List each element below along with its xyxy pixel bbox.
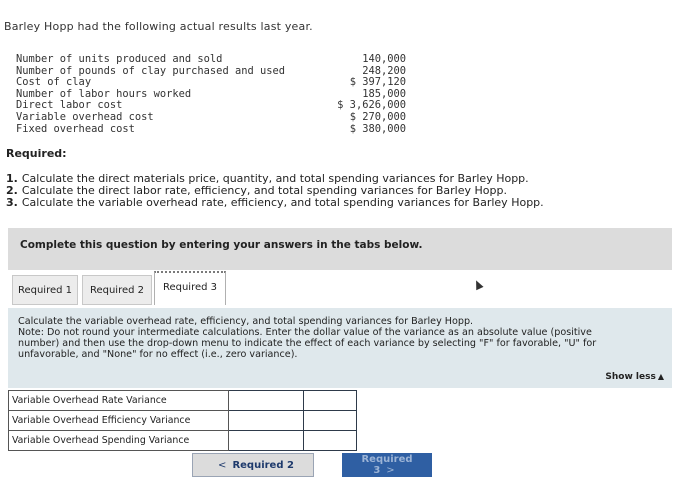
answer-table: [8, 390, 357, 451]
spending-variance-amount-input[interactable]: [229, 432, 303, 451]
fact-label: Number of units produced and sold: [16, 53, 223, 65]
next-tab-label: Required 3: [361, 454, 413, 476]
required-item-number: 3.: [6, 196, 18, 209]
triangle-up-icon: ▲: [657, 372, 664, 381]
next-tab-button[interactable]: [342, 453, 432, 477]
fact-row: [16, 54, 406, 66]
table-row: [9, 391, 357, 411]
fact-label: Number of labor hours worked: [16, 87, 192, 100]
fact-label: Variable overhead cost: [16, 110, 154, 123]
required-item-text: Calculate the direct materials price, quantity, and total spending variances for Barley Hopp.: [21, 172, 529, 185]
fact-row: [16, 112, 406, 124]
instructions-line-1: Calculate the variable overhead rate, efficiency, and total spending variances for Barley Hopp.: [18, 316, 474, 327]
show-less-label: Show less: [605, 372, 656, 382]
efficiency-variance-amount-input[interactable]: [229, 412, 303, 431]
fact-value: 140,000: [362, 53, 406, 65]
tab-required-1[interactable]: Required 1: [12, 275, 78, 305]
fact-value: $ 380,000: [349, 122, 406, 135]
rate-variance-effect-dropdown[interactable]: [304, 392, 356, 411]
table-row: [9, 411, 357, 431]
mouse-cursor-icon: [472, 279, 483, 291]
required-item-text: Calculate the variable overhead rate, efficiency, and total spending variances for Barley Hopp.: [21, 196, 544, 209]
instructions-note: Note: Do not round your intermediate calculations. Enter the dollar value of the variance as an absolute value (positive number) and then use the drop-down menu to indicate the effect of each variance by selecting "F" for favorable, "U" for unfavorable, and "None" for no effect (i.e., zero variance).: [18, 327, 597, 360]
fact-label: Cost of clay: [16, 76, 92, 89]
variance-label: Variable Overhead Efficiency Variance: [9, 411, 229, 431]
show-less-toggle[interactable]: [605, 372, 664, 382]
efficiency-variance-effect-dropdown[interactable]: [304, 412, 356, 431]
fact-value: $ 270,000: [349, 110, 406, 123]
required-item-number: 2.: [6, 184, 18, 197]
instructions-banner: [8, 228, 672, 270]
fact-label: Number of pounds of clay purchased and used: [16, 64, 285, 77]
fact-value: $ 3,626,000: [337, 99, 406, 112]
instructions-text: [18, 316, 618, 360]
tab-required-3[interactable]: Required 3: [154, 271, 226, 305]
variance-label: Variable Overhead Spending Variance: [9, 431, 229, 451]
variance-label: Variable Overhead Rate Variance: [9, 391, 229, 411]
required-item: [6, 197, 544, 209]
tab-required-2[interactable]: Required 2: [82, 275, 152, 305]
problem-intro: Barley Hopp had the following actual results last year.: [4, 20, 313, 33]
fact-value: $ 397,120: [349, 76, 406, 89]
chevron-left-icon: <: [218, 459, 227, 471]
fact-label: Fixed overhead cost: [16, 122, 135, 135]
required-list: [6, 173, 544, 209]
table-row: [9, 431, 357, 451]
banner-text: Complete this question by entering your answers in the tabs below.: [20, 239, 423, 251]
fact-value: 248,200: [362, 64, 406, 77]
fact-row: [16, 124, 406, 136]
fact-value: 185,000: [362, 87, 406, 100]
prev-tab-label: Required 2: [232, 459, 294, 471]
prev-tab-button[interactable]: [192, 453, 314, 477]
spending-variance-effect-dropdown[interactable]: [304, 432, 356, 451]
required-heading: Required:: [6, 147, 67, 160]
facts-table: [16, 54, 406, 135]
rate-variance-amount-input[interactable]: [229, 392, 303, 411]
required-item-number: 1.: [6, 172, 18, 185]
chevron-right-icon: >: [386, 465, 395, 476]
fact-label: Direct labor cost: [16, 99, 123, 112]
required-item-text: Calculate the direct labor rate, efficiency, and total spending variances for Barley Hopp.: [21, 184, 507, 197]
tab-instructions-panel: [8, 308, 672, 388]
